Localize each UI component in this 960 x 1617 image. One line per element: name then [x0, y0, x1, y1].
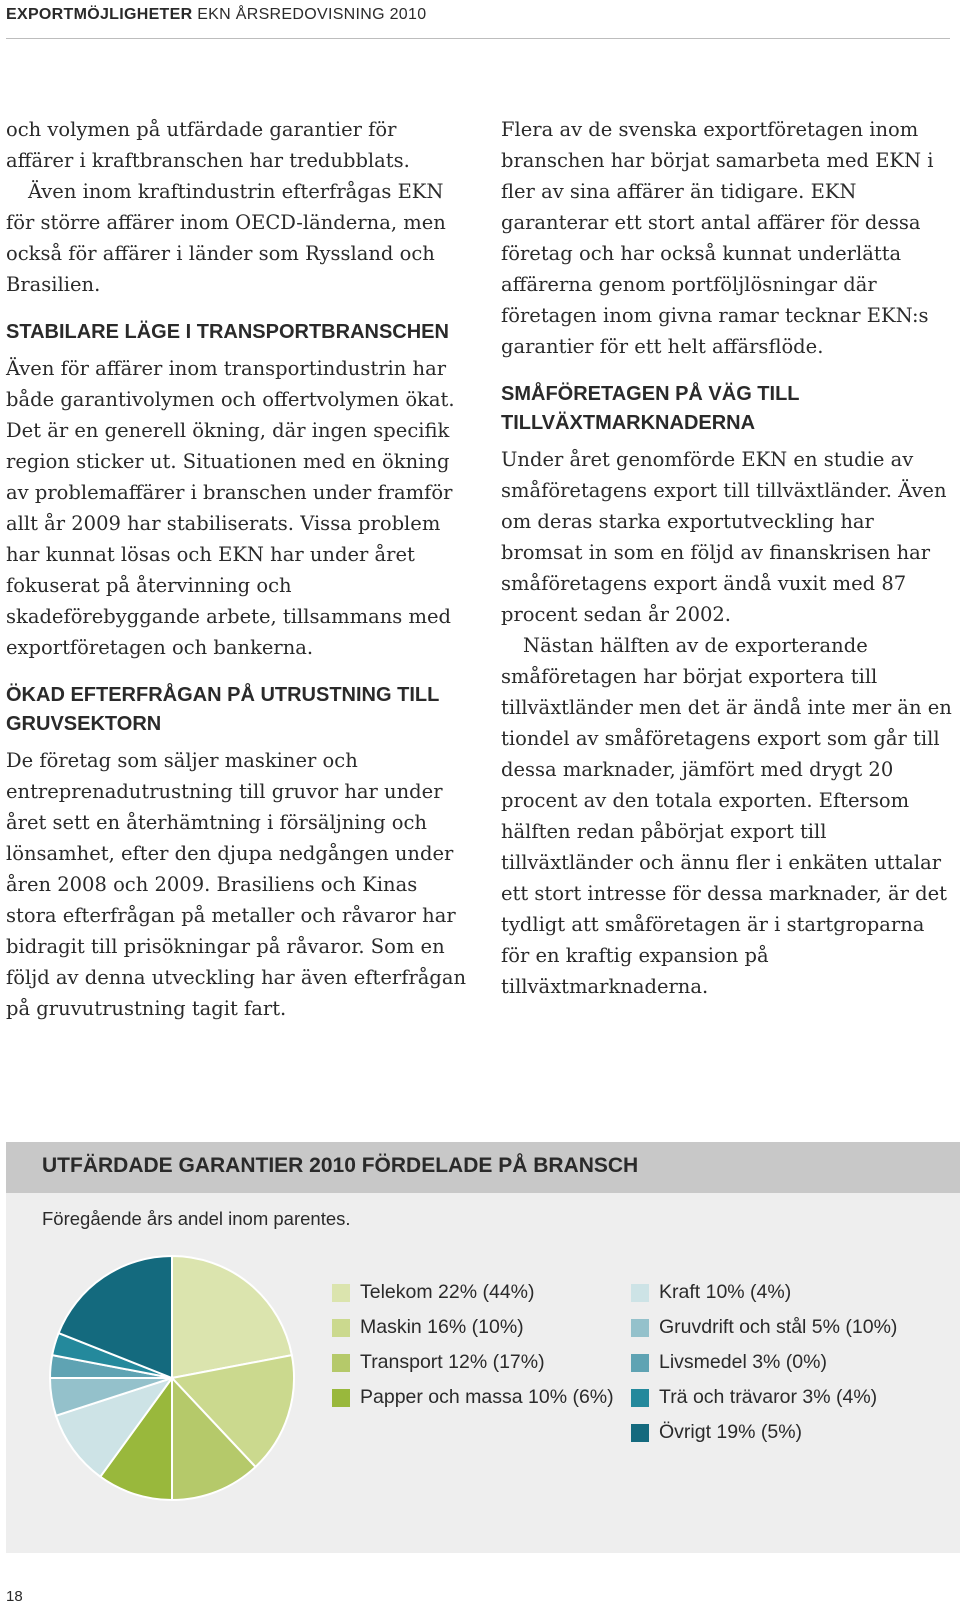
section-heading-sme: SMÅFÖRETAGEN PÅ VÄG TILL TILLVÄXTMARKNADERNA — [501, 383, 800, 434]
legend-swatch — [332, 1354, 350, 1372]
legend-item — [332, 1316, 524, 1339]
legend-item — [631, 1386, 877, 1409]
legend-label: Transport 12% (17%) — [360, 1351, 545, 1373]
page-number: 18 — [6, 1588, 23, 1605]
legend-label: Kraft 10% (4%) — [659, 1281, 792, 1303]
left-column — [6, 114, 468, 1024]
section-heading-mining: ÖKAD EFTERFRÅGAN PÅ UTRUSTNING TILL GRUVSEKTORN — [6, 684, 439, 735]
legend-label: Papper och massa 10% (6%) — [360, 1386, 614, 1408]
legend-swatch — [332, 1319, 350, 1337]
header-divider — [6, 38, 950, 39]
right-column — [501, 114, 953, 1002]
legend-item — [631, 1316, 897, 1339]
legend-item — [631, 1421, 802, 1444]
legend-swatch — [332, 1284, 350, 1302]
legend-item — [332, 1281, 535, 1304]
legend-item — [631, 1281, 791, 1304]
legend-label: Övrigt 19% (5%) — [659, 1421, 803, 1443]
chart-panel — [6, 1142, 960, 1553]
legend-label: Maskin 16% (10%) — [360, 1316, 524, 1338]
legend-swatch — [631, 1319, 649, 1337]
legend-item — [332, 1351, 545, 1374]
chart-subtitle: Föregående års andel inom parentes. — [42, 1208, 351, 1229]
legend-swatch — [631, 1354, 649, 1372]
legend-label: Telekom 22% (44%) — [360, 1281, 535, 1303]
legend-label: Gruvdrift och stål 5% (10%) — [659, 1316, 898, 1338]
body-paragraph: Flera av de svenska exportföretagen inom branschen har börjat samarbeta med EKN i fler av sina affärer än tidigare. EKN garanterar ett stort antal affärer för dessa företag och har också kunnat underlätta affärerna genom portföljlösningar där företagen inom givna ramar tecknar EKN:s garantier för ett helt affärsflöde. — [501, 118, 934, 358]
header-section: EXPORTMÖJLIGHETER — [6, 6, 193, 23]
legend-item — [332, 1386, 614, 1409]
section-heading-transport: STABILARE LÄGE I TRANSPORTBRANSCHEN — [6, 321, 449, 343]
legend-swatch — [332, 1389, 350, 1407]
body-paragraph: Nästan hälften av de exporterande småföretagen har börjat exportera till tillväxtländer men det är ändå inte mer än en tiondel av småföretagens export som går till dessa marknader, jämfört med drygt 20 procent av den totala exporten. Eftersom hälften redan påbörjat export till tillväxtländer och ännu fler i enkäten uttalar ett stort intresse för dessa marknader, är det tydligt att småföretagen är i startgroparna för en kraftig expansion på tillväxtmarknaderna. — [501, 634, 952, 998]
body-paragraph: och volymen på utfärdade garantier för affärer i kraftbranschen har tredubblats. — [6, 118, 410, 172]
legend-label: Livsmedel 3% (0%) — [659, 1351, 827, 1373]
legend-swatch — [631, 1424, 649, 1442]
running-header — [6, 6, 950, 24]
chart-title: UTFÄRDADE GARANTIER 2010 FÖRDELADE PÅ BRANSCH — [42, 1154, 639, 1177]
legend-item — [631, 1351, 827, 1374]
pie-chart — [42, 1248, 302, 1508]
legend-swatch — [631, 1389, 649, 1407]
legend-swatch — [631, 1284, 649, 1302]
legend-label: Trä och trävaror 3% (4%) — [659, 1386, 878, 1408]
chart-title-bar — [6, 1142, 960, 1193]
body-paragraph: Även för affärer inom transportindustrin har både garantivolymen och offertvolymen ökat. Det är en generell ökning, där ingen specifik region sticker ut. Situationen med en ökning av problemaffärer i branschen under framför allt år 2009 har stabiliserats. Vissa problem har kunnat lösas och EKN har under året fokuserat på återvinning och skadeförebyggande arbete, tillsammans med exportföretagen och bankerna. — [6, 357, 455, 659]
body-paragraph: Även inom kraftindustrin efterfrågas EKN för större affärer inom OECD-länderna, men också för affärer i länder som Ryssland och Brasilien. — [6, 180, 446, 296]
header-publication: EKN ÅRSREDOVISNING 2010 — [197, 6, 427, 23]
body-paragraph: De företag som säljer maskiner och entreprenadutrustning till gruvor har under året sett en återhämtning i försäljning och lönsamhet, efter den djupa nedgången under åren 2008 och 2009. Brasiliens och Kinas stora efterfrågan på metaller och råvaror har bidragit till prisökningar på råvaror. Som en följd av denna utveckling har även efterfrågan på gruvutrustning tagit fart. — [6, 749, 467, 1020]
body-paragraph: Under året genomförde EKN en studie av småföretagens export till tillväxtländer. Även om deras starka exportutveckling har bromsat in som en följd av finanskrisen har småföretagens export ändå vuxit med 87 procent sedan år 2002. — [501, 448, 947, 626]
